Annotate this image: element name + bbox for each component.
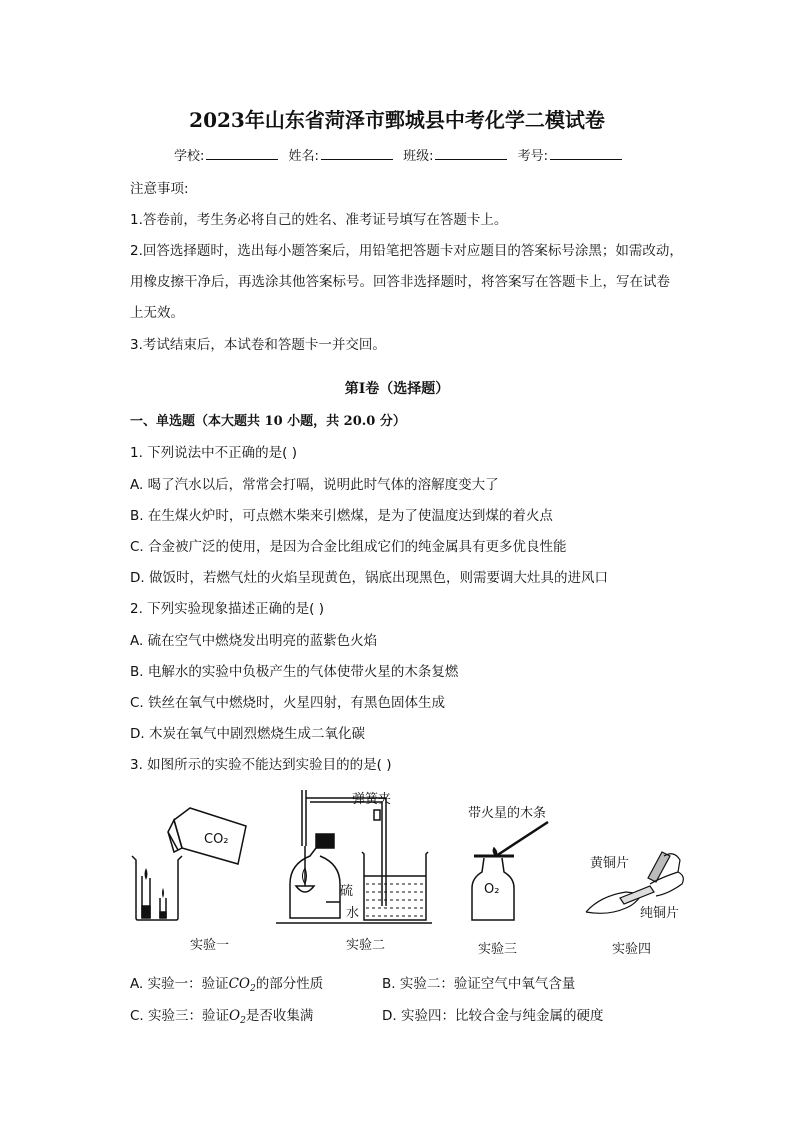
q1-stem: 1. 下列说法中不正确的是( ) (130, 445, 297, 461)
q1-option-a[interactable]: A. 喝了汽水以后，常常会打嗝，说明此时气体的溶解度变大了 (130, 477, 499, 493)
co2-formula: $CO_2$ (228, 976, 256, 994)
co2-label: CO₂ (204, 832, 229, 847)
exp3-caption: 实验三 (478, 942, 518, 957)
o2-label: O₂ (484, 882, 500, 897)
glowing-splint-label: 带火星的木条 (468, 806, 547, 821)
q2-option-c[interactable]: C. 铁丝在氧气中燃烧时，火星四射，有黑色固体生成 (130, 695, 446, 711)
name-blank[interactable] (321, 147, 393, 160)
exp1-candle-flames (145, 868, 165, 898)
name-label: 姓名: (288, 149, 319, 164)
note-item-3: 3.考试结束后，本试卷和答题卡一并交回。 (130, 337, 386, 353)
class-blank[interactable] (435, 147, 507, 160)
brass-plate-label: 黄铜片 (590, 856, 630, 871)
q2-option-d[interactable]: D. 木炭在氧气中剧烈燃烧生成二氧化碳 (130, 726, 365, 742)
exp4-caption: 实验四 (612, 942, 652, 957)
o2-bottle-icon (472, 822, 548, 920)
water-label: 水 (346, 906, 360, 921)
exp2-caption: 实验二 (346, 938, 386, 953)
q2-option-b[interactable]: B. 电解水的实验中负极产生的气体使带火星的木条复燃 (130, 664, 459, 680)
notes-heading: 注意事项: (130, 181, 189, 197)
exam-title: 2023年山东省菏泽市鄄城县中考化学二模试卷 (189, 108, 605, 132)
sulfur-label: 硫 (340, 884, 354, 899)
q3-option-c-suffix: 是否收集满 (245, 1008, 314, 1024)
pure-copper-plate-label: 纯铜片 (640, 906, 680, 921)
q3-option-b[interactable]: B. 实验二：验证空气中氧气含量 (382, 976, 576, 992)
q3-option-a[interactable] (130, 972, 323, 994)
q1-option-c[interactable]: C. 合金被广泛的使用，是因为合金比组成它们的纯金属具有更多优良性能 (130, 539, 567, 555)
q3-option-a-prefix: A. 实验一：验证 (130, 976, 229, 992)
exam-number-blank[interactable] (550, 147, 622, 160)
school-label: 学校: (174, 149, 205, 164)
part-heading: 一、单选题（本大题共 10 小题，共 20.0 分） (130, 414, 406, 429)
q3-option-c[interactable] (130, 1004, 313, 1026)
student-info-fields (0, 145, 794, 164)
note-item-2-line-3: 上无效。 (130, 305, 184, 321)
exp1-caption: 实验一 (190, 938, 230, 953)
q3-option-a-suffix: 的部分性质 (255, 976, 324, 992)
q2-option-a[interactable]: A. 硫在空气中燃烧发出明亮的蓝紫色火焰 (130, 633, 378, 649)
q3-option-d[interactable]: D. 实验四：比较合金与纯金属的硬度 (382, 1008, 604, 1024)
q1-option-b[interactable]: B. 在生煤火炉时，可点燃木柴来引燃煤，是为了使温度达到煤的着火点 (130, 508, 553, 524)
class-label: 班级: (403, 149, 434, 164)
q3-experiment-figure (130, 786, 690, 956)
q2-stem: 2. 下列实验现象描述正确的是( ) (130, 601, 324, 617)
q3-stem: 3. 如图所示的实验不能达到实验目的的是( ) (130, 757, 392, 773)
spring-clamp-label: 弹簧夹 (352, 792, 392, 807)
q1-option-d[interactable]: D. 做饭时，若燃气灶的火焰呈现黄色，锅底出现黑色，则需要调大灶具的进风口 (130, 570, 608, 586)
o2-formula: $O_2$ (229, 1008, 246, 1026)
exam-number-label: 考号: (517, 149, 548, 164)
q3-option-c-prefix: C. 实验三：验证 (130, 1008, 230, 1024)
experiment-illustrations (130, 786, 690, 956)
exp1-beaker-icon (132, 856, 182, 920)
note-item-2-line-1: 2.回答选择题时，选出每小题答案后，用铅笔把答题卡对应题目的答案标号涂黑；如需改动， (130, 243, 683, 259)
section-title: 第Ⅰ卷（选择题） (344, 381, 450, 397)
note-item-1: 1.答卷前，考生务必将自己的姓名、准考证号填写在答题卡上。 (130, 212, 508, 228)
school-blank[interactable] (206, 147, 278, 160)
note-item-2-line-2: 用橡皮擦干净后，再选涂其他答案标号。回答非选择题时，将答案写在答题卡上，写在试卷 (130, 274, 670, 290)
